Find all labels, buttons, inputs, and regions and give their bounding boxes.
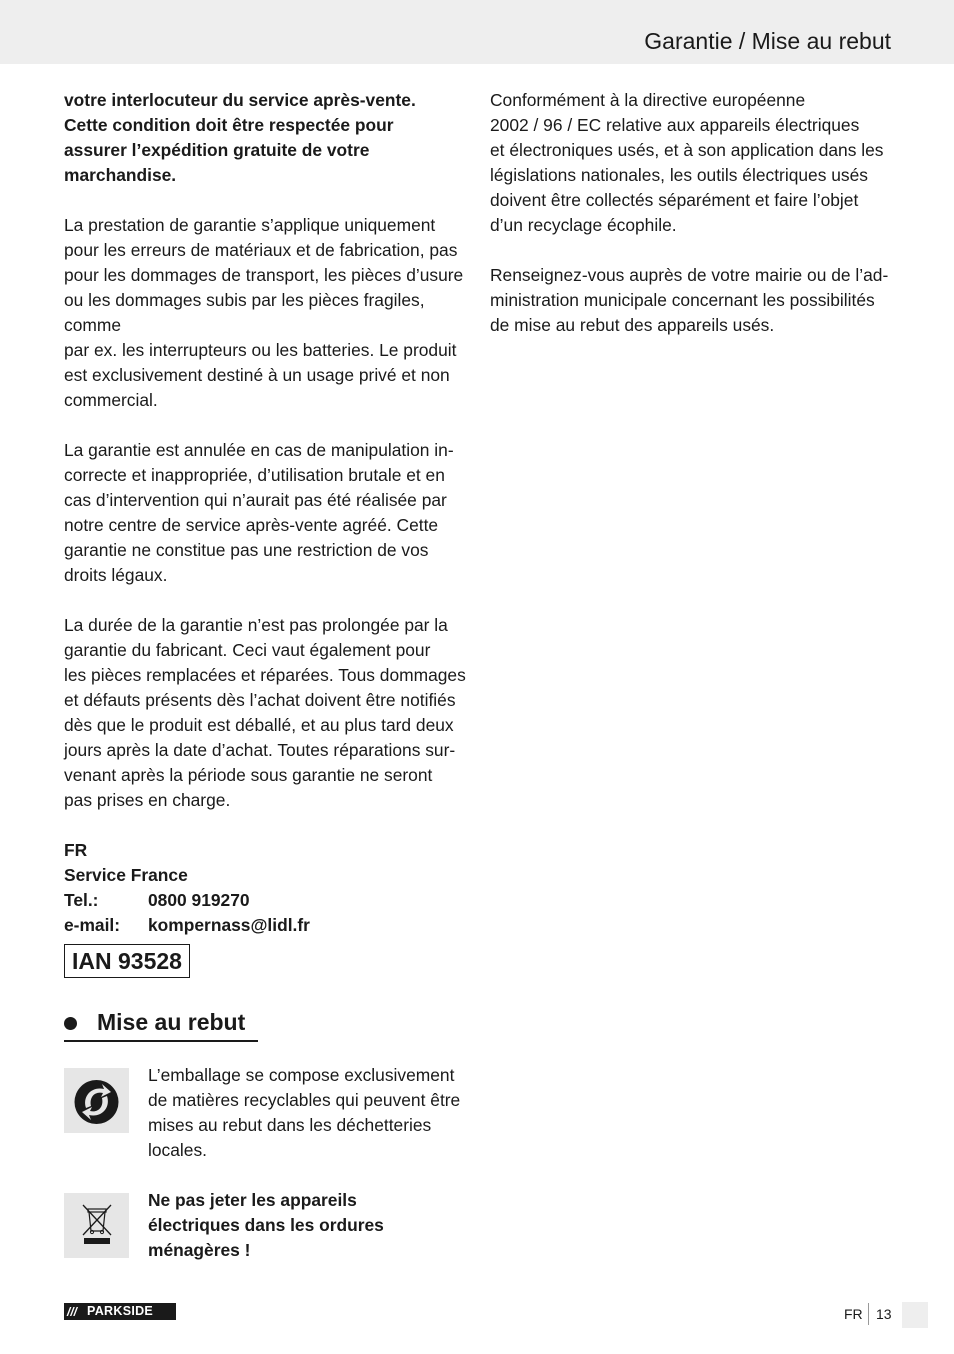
text-line: de matières recyclables qui peuvent être [148, 1090, 461, 1110]
text-line: pour les erreurs de matériaux et de fabrication, pas [64, 240, 458, 260]
bullet-icon [64, 1017, 77, 1030]
contact-email-row [64, 913, 466, 938]
text-line: venant après la période sous garantie ne seront [64, 765, 433, 785]
email-label: e-mail: [64, 915, 121, 935]
logo-stripes: /// [67, 1305, 78, 1319]
text-line: pas prises en charge. [64, 790, 231, 810]
text-line: notre centre de service après-vente agréé. Cette [64, 515, 439, 535]
text-line: législations nationales, les outils électriques usés [490, 165, 868, 185]
page-number: 13 [876, 1306, 892, 1322]
text-line: 2002 / 96 / EC relative aux appareils électriques [490, 115, 860, 135]
footer-tab [902, 1302, 928, 1328]
logo-text: PARKSIDE [87, 1304, 154, 1318]
tel-value: 0800 919270 [148, 890, 250, 910]
text-line: Renseignez-vous auprès de votre mairie ou de l’ad- [490, 265, 889, 285]
text-line: ménagères ! [148, 1240, 251, 1260]
text-line: cas d’intervention qui n’aurait pas été réalisée par [64, 490, 447, 510]
text-line: garantie du fabricant. Ceci vaut également pour [64, 640, 431, 660]
recycling-icon [64, 1068, 129, 1133]
text-line: et défauts présents dès l’achat doivent être notifiés [64, 690, 456, 710]
text-line: ministration municipale concernant les possibilités [490, 290, 875, 310]
text-line: La prestation de garantie s’applique uniquement [64, 215, 436, 235]
weee-warning-text [148, 1188, 468, 1263]
text-line: votre interlocuteur du service après-vente. [64, 90, 416, 110]
right-column [490, 88, 892, 338]
contact-country: FR [64, 840, 88, 860]
text-line: mises au rebut dans les déchetteries [148, 1115, 432, 1135]
text-line: Cette condition doit être respectée pour [64, 115, 394, 135]
text-line: locales. [148, 1140, 207, 1160]
weee-directive-paragraph [490, 88, 892, 238]
text-line: électriques dans les ordures [148, 1215, 384, 1235]
text-line: et électroniques usés, et à son application dans les [490, 140, 884, 160]
text-line: L’emballage se compose exclusivement [148, 1065, 455, 1085]
text-line: ou les dommages subis par les pièces fragiles, comme [64, 290, 425, 335]
text-line: dès que le produit est déballé, et au plus tard deux [64, 715, 454, 735]
contact-service: Service France [64, 865, 188, 885]
disposal-section-heading [64, 1008, 258, 1042]
page-title: Garantie / Mise au rebut [644, 28, 891, 54]
text-line: correcte et inappropriée, d’utilisation brutale et en [64, 465, 445, 485]
footer-language: FR [844, 1306, 863, 1322]
parkside-logo [64, 1303, 176, 1320]
ian-box: IAN 93528 [64, 944, 190, 978]
text-line: droits légaux. [64, 565, 168, 585]
municipal-info-paragraph [490, 263, 892, 338]
crossed-bin-icon [64, 1193, 129, 1258]
section-title: Mise au rebut [97, 1009, 246, 1035]
text-line: de mise au rebut des appareils usés. [490, 315, 775, 335]
text-line: est exclusivement destiné à un usage privé et non [64, 365, 450, 385]
text-line: doivent être collectés séparément et faire l’objet [490, 190, 859, 210]
text-line: marchandise. [64, 165, 177, 185]
text-line: La durée de la garantie n’est pas prolongée par la [64, 615, 448, 635]
service-contact [64, 838, 466, 938]
tel-label: Tel.: [64, 890, 99, 910]
text-line: pour les dommages de transport, les pièces d’usure [64, 265, 464, 285]
text-line: jours après la date d’achat. Toutes réparations sur- [64, 740, 456, 760]
text-line: assurer l’expédition gratuite de votre [64, 140, 370, 160]
text-line: par ex. les interrupteurs ou les batteries. Le produit [64, 340, 457, 360]
contact-tel-row [64, 888, 466, 913]
recycling-text [148, 1063, 468, 1163]
text-line: les pièces remplacées et réparées. Tous dommages [64, 665, 466, 685]
email-value: kompernass@lidl.fr [148, 915, 310, 935]
warranty-duration-paragraph [64, 613, 466, 813]
footer-divider [868, 1303, 869, 1325]
text-line: Conformément à la directive européenne [490, 90, 806, 110]
text-line: La garantie est annulée en cas de manipulation in- [64, 440, 454, 460]
text-line: d’un recyclage écophile. [490, 215, 677, 235]
intro-bold [64, 88, 466, 188]
warranty-scope-paragraph [64, 213, 466, 413]
left-column [64, 88, 466, 978]
warranty-void-paragraph [64, 438, 466, 588]
text-line: Ne pas jeter les appareils [148, 1190, 357, 1210]
text-line: garantie ne constitue pas une restriction de vos [64, 540, 429, 560]
text-line: commercial. [64, 390, 158, 410]
